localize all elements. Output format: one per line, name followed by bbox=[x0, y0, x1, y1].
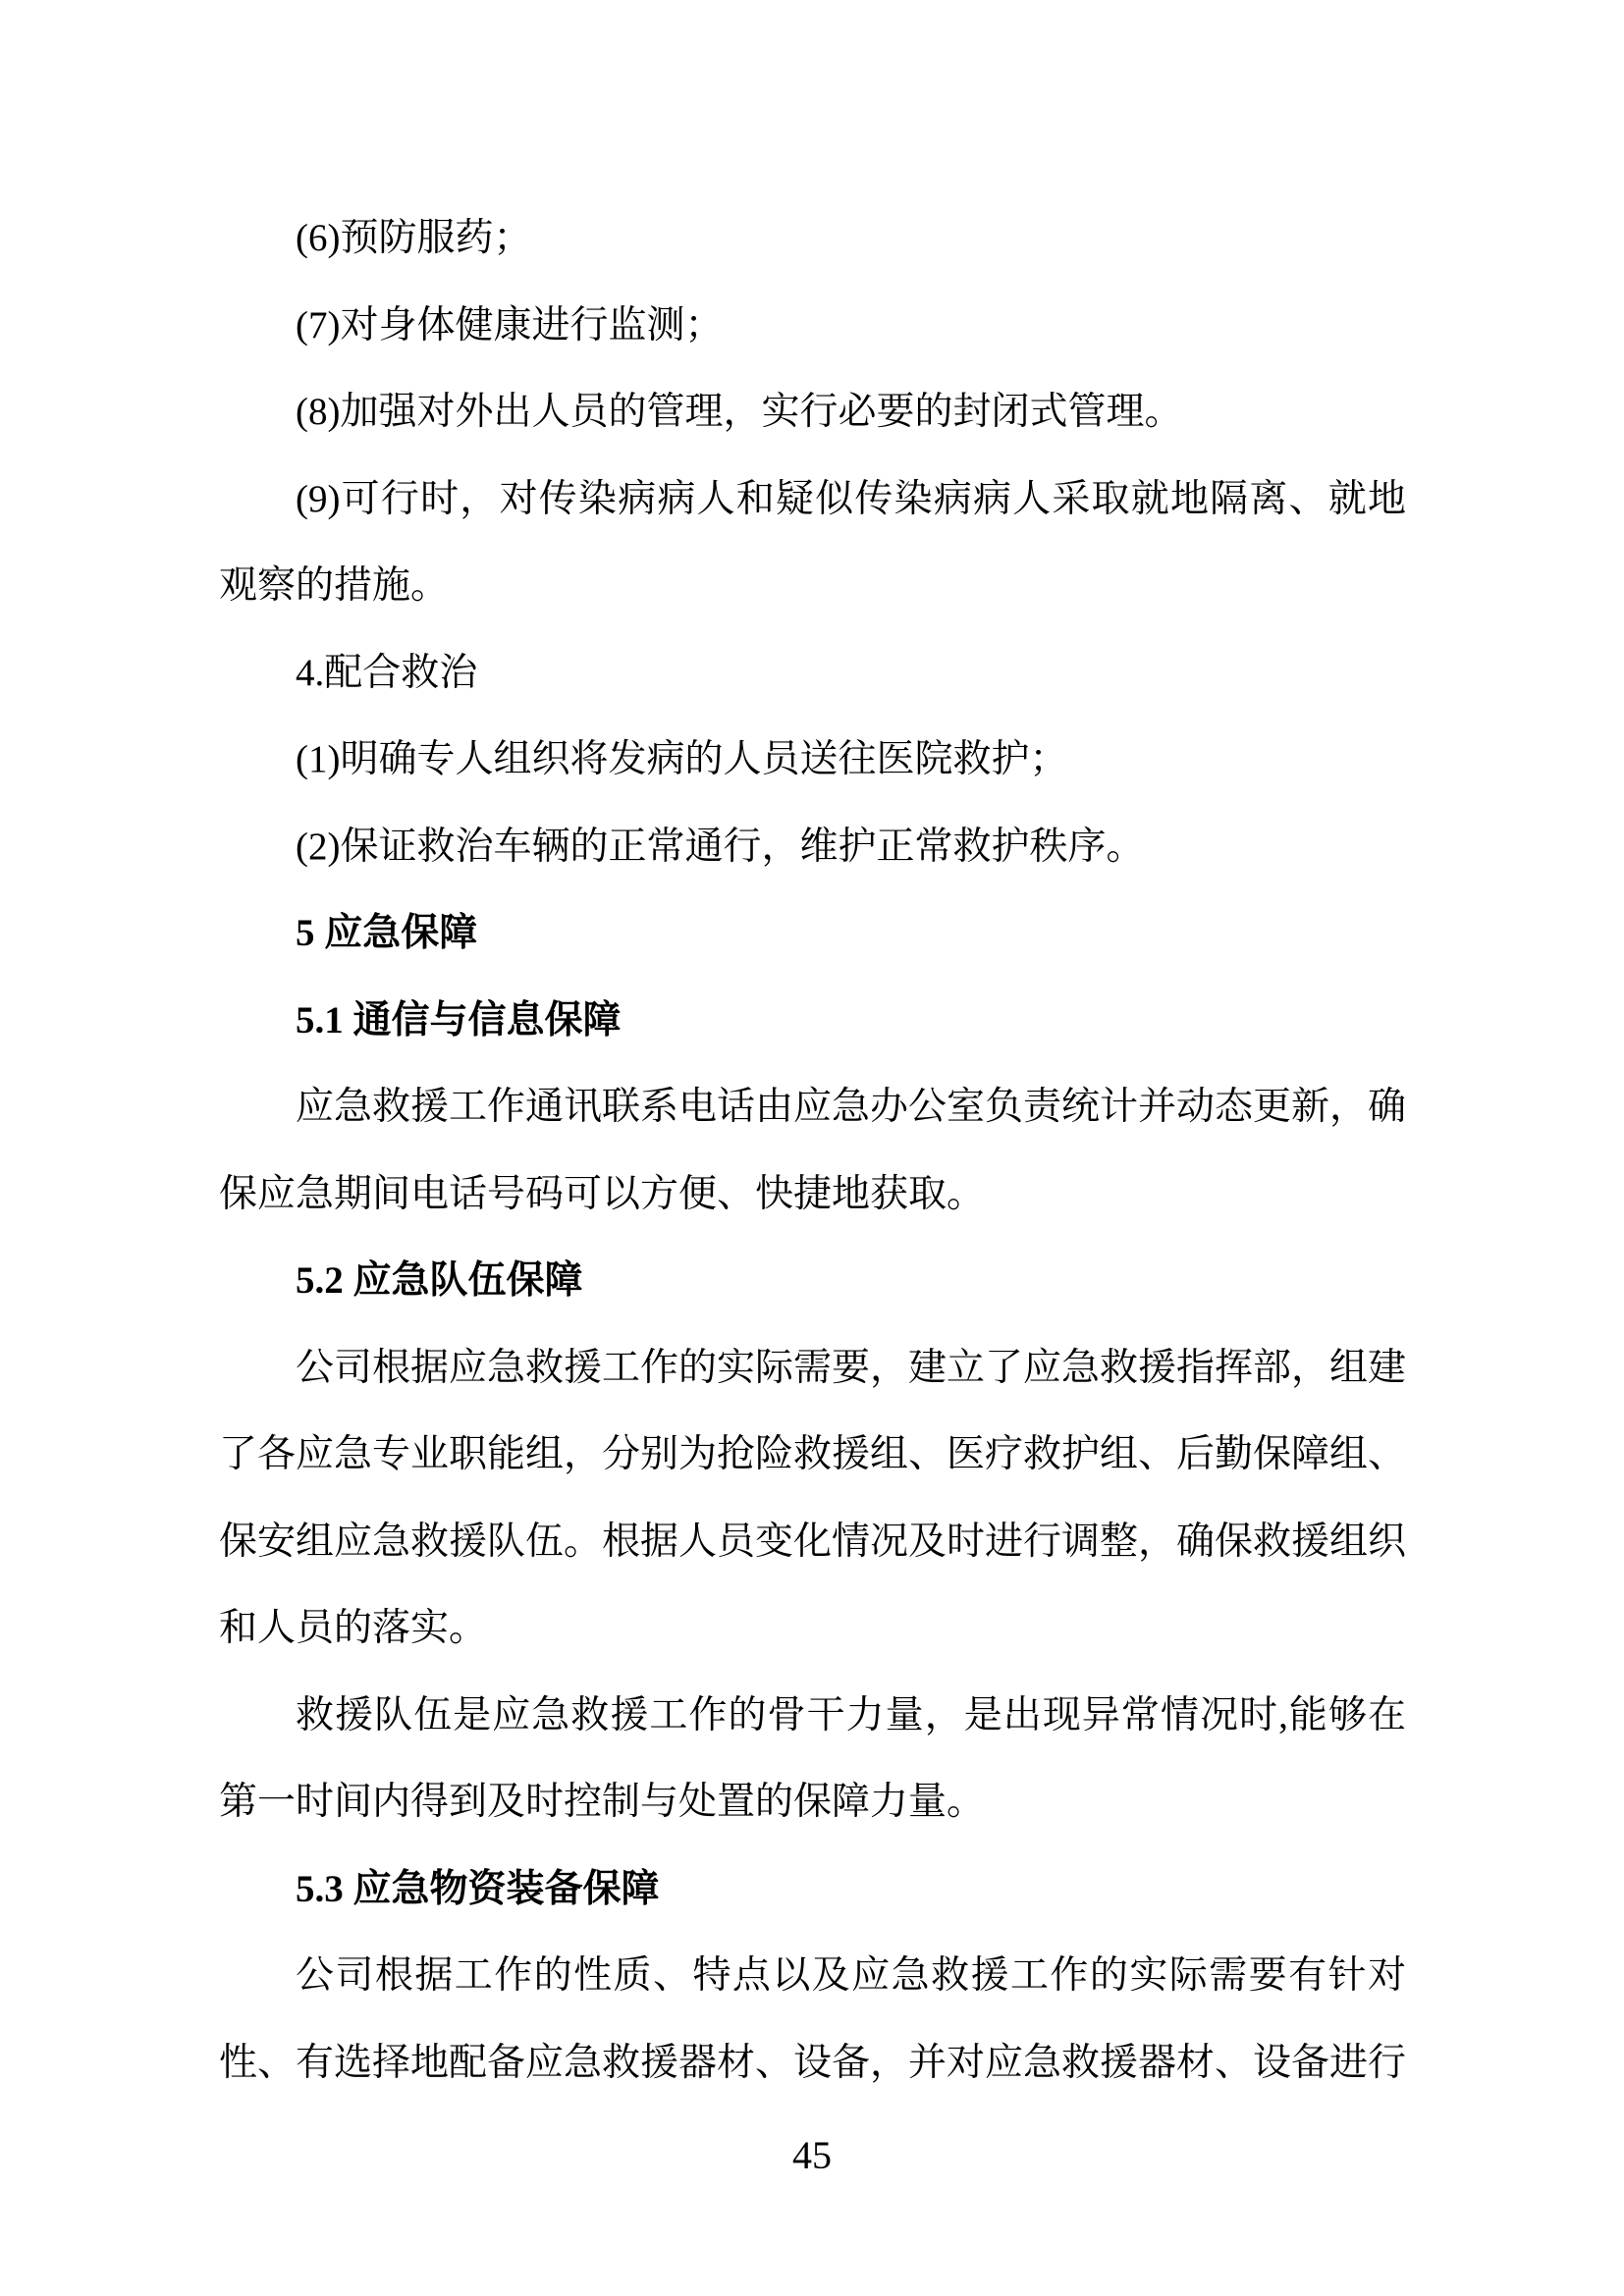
text-line: (2)保证救治车辆的正常通行，维护正常救护秩序。 bbox=[296, 825, 1145, 868]
text-line: (6)预防服药； bbox=[296, 217, 532, 259]
text-line: 保应急期间电话号码可以方便、快捷地获取。 bbox=[219, 1172, 986, 1215]
text-line: 4.配合救治 bbox=[296, 651, 478, 694]
text-line: 了各应急专业职能组，分别为抢险救援组、医疗救护组、后勤保障组、 bbox=[219, 1433, 1406, 1475]
text-line: 应急救援工作通讯联系电话由应急办公室负责统计并动态更新，确 bbox=[296, 1086, 1406, 1128]
text-line: 公司根据应急救援工作的实际需要，建立了应急救援指挥部，组建 bbox=[296, 1346, 1406, 1389]
heading-line: 5 应急保障 bbox=[296, 912, 478, 954]
text-line: 观察的措施。 bbox=[219, 564, 450, 607]
text-line: 性、有选择地配备应急救援器材、设备，并对应急救援器材、设备进行 bbox=[219, 2041, 1406, 2084]
heading-line: 5.3 应急物资装备保障 bbox=[296, 1867, 660, 1910]
text-line: (1)明确专人组织将发病的人员送往医院救护； bbox=[296, 738, 1068, 780]
heading-line: 5.1 通信与信息保障 bbox=[296, 998, 622, 1041]
text-line: 保安组应急救援队伍。根据人员变化情况及时进行调整，确保救援组织 bbox=[219, 1520, 1406, 1563]
text-line: 和人员的落实。 bbox=[219, 1607, 488, 1649]
text-line: (7)对身体健康进行监测； bbox=[296, 303, 724, 347]
heading-line: 5.2 应急队伍保障 bbox=[296, 1259, 583, 1302]
document-body bbox=[219, 195, 1406, 2107]
text-line: 公司根据工作的性质、特点以及应急救援工作的实际需要有针对 bbox=[296, 1954, 1406, 1997]
text-line: (8)加强对外出人员的管理，实行必要的封闭式管理。 bbox=[296, 391, 1183, 433]
text-line: 第一时间内得到及时控制与处置的保障力量。 bbox=[219, 1781, 986, 1823]
page-number: 45 bbox=[792, 2133, 832, 2177]
text-line: (9)可行时，对传染病病人和疑似传染病病人采取就地隔离、就地 bbox=[296, 477, 1406, 520]
text-line: 救援队伍是应急救援工作的骨干力量，是出现异常情况时,能够在 bbox=[296, 1693, 1406, 1736]
